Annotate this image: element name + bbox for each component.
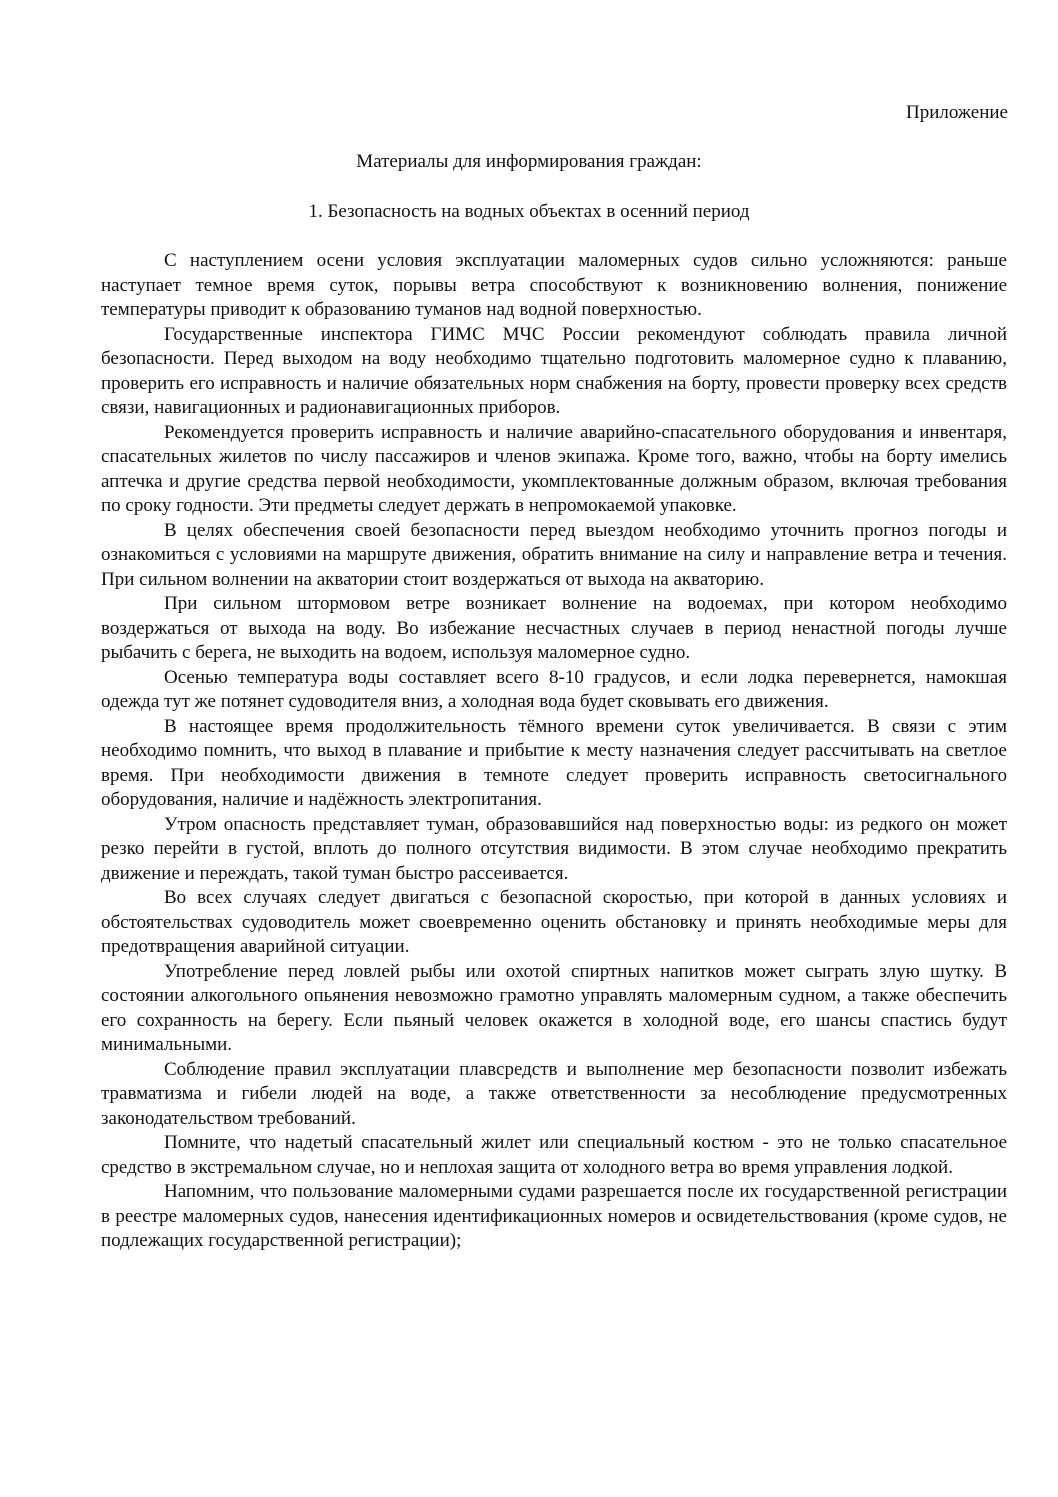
paragraph: При сильном штормовом ветре возникает волнение на водоемах, при котором необходимо воздержаться от выхода на воду. Во избежание несчастных случаев в период ненастной погоды лучше рыбачить с берега, не выходить на водоем, используя маломерное судно. (101, 593, 1007, 663)
paragraph: Соблюдение правил эксплуатации плавсредств и выполнение мер безопасности позволит избежать травматизма и гибели людей на воде, а также ответственности за несоблюдение предусмотренных законодательством требований. (101, 1058, 1007, 1129)
document-body (101, 249, 1007, 1254)
paragraph: Государственные инспектора ГИМС МЧС России рекомендуют соблюдать правила личной безопасности. Перед выходом на воду необходимо тщательно подготовить маломерное судно к плаванию, проверить его исправность и наличие обязательных норм снабжения на борту, провести проверку всех средств связи, навигационных и радионавигационных приборов. (101, 323, 1007, 418)
section-title: 1. Безопасность на водных объектах в осенний период (308, 201, 750, 222)
paragraph: Напомним, что пользование маломерными судами разрешается после их государственной регистрации в реестре маломерных судов, нанесения идентификационных номеров и освидетельствования (кроме судов, не подлежащих государственной регистрации); (101, 1181, 1007, 1251)
paragraph: В целях обеспечения своей безопасности перед выездом необходимо уточнить прогноз погоды и ознакомиться с условиями на маршруте движения, обратить внимание на силу и направление ветра и течения. При сильном волнении на акватории стоит воздержаться от выхода на акваторию. (101, 519, 1007, 590)
paragraph: Во всех случаях следует двигаться с безопасной скоростью, при которой в данных условиях и обстоятельствах судоводитель может своевременно оценить обстановку и принять необходимые меры для предотвращения аварийной ситуации. (101, 887, 1007, 957)
paragraph: Рекомендуется проверить исправность и наличие аварийно-спасательного оборудования и инвентаря, спасательных жилетов по числу пассажиров и членов экипажа. Кроме того, важно, чтобы на борту имелись аптечка и другие средства первой необходимости, укомплектованные должным образом, включая требования по сроку годности. Эти предметы следует держать в непромокаемой упаковке. (101, 421, 1007, 516)
paragraph: Утром опасность представляет туман, образовавшийся над поверхностью воды: из редкого он может резко перейти в густой, вплоть до полного отсутствия видимости. В этом случае необходимо прекратить движение и переждать, такой туман быстро рассеивается. (101, 813, 1007, 884)
paragraph: С наступлением осени условия эксплуатации маломерных судов сильно усложняются: раньше наступает темное время суток, порывы ветра способствуют к возникновению волнения, понижение температуры приводит к образованию туманов над водной поверхностью. (101, 250, 1007, 320)
paragraph: В настоящее время продолжительность тёмного времени суток увеличивается. В связи с этим необходимо помнить, что выход в плавание и прибытие к месту назначения следует рассчитывать на светлое время. При необходимости движения в темноте следует проверить исправность светосигнального оборудования, наличие и надёжность электропитания. (101, 715, 1007, 810)
paragraph: Осенью температура воды составляет всего 8-10 градусов, и если лодка перевернется, намокшая одежда тут же потянет судоводителя вниз, а холодная вода будет сковывать его движения. (101, 666, 1007, 712)
paragraph: Помните, что надетый спасательный жилет или специальный костюм - это не только спасательное средство в экстремальном случае, но и неплохая защита от холодного ветра во время управления лодкой. (101, 1132, 1007, 1178)
document-title: Материалы для информирования граждан: (356, 151, 702, 172)
appendix-label: Приложение (906, 102, 1008, 123)
paragraph: Употребление перед ловлей рыбы или охотой спиртных напитков может сыграть злую шутку. В состоянии алкогольного опьянения невозможно грамотно управлять маломерным судном, а также обеспечить его сохранность на берегу. Если пьяный человек окажется в холодной воде, его шансы спастись будут минимальными. (101, 960, 1007, 1055)
